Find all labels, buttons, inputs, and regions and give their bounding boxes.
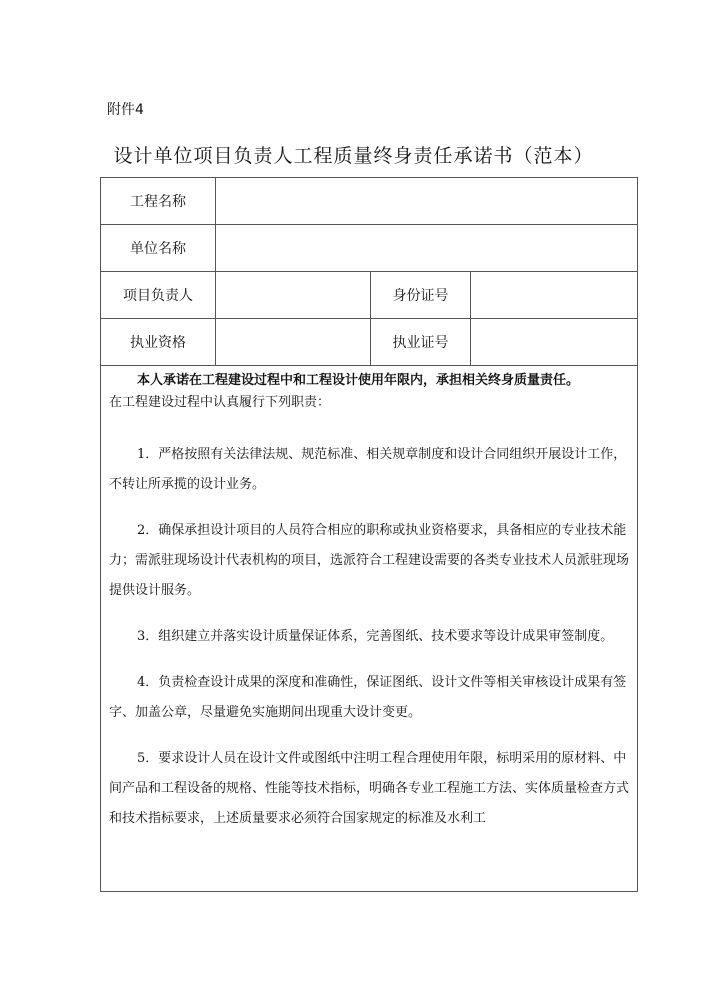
id-number-field[interactable]	[471, 272, 637, 318]
project-leader-row	[101, 272, 637, 319]
qualification-label: 执业资格	[101, 319, 216, 365]
commitment-body	[109, 370, 635, 850]
id-number-label: 身份证号	[371, 272, 471, 318]
duty-item-5: 5．要求设计人员在设计文件或图纸中注明工程合理使用年限，标明采用的原材料、中间产品和工程设备的规格、性能等技术指标，明确各专业工程施工方法、实体质量检查方式和技术指标要求，上述质量要求必须符合国家规定的标准及水利工	[109, 751, 630, 826]
duty-item-3: 3．组织建立并落实设计质量保证体系，完善图纸、技术要求等设计成果审签制度。	[137, 629, 614, 644]
commitment-form	[100, 177, 638, 892]
unit-name-field[interactable]	[216, 225, 637, 271]
project-leader-label: 项目负责人	[101, 272, 216, 318]
license-number-label: 执业证号	[371, 319, 471, 365]
duty-item-1: 1．严格按照有关法律法规、规范标准、相关规章制度和设计合同组织开展设计工作，不转让所承揽的设计业务。	[109, 447, 627, 492]
duties-intro: 在工程建设过程中认真履行下列职责：	[109, 395, 331, 410]
duty-item-2: 2．确保承担设计项目的人员符合相应的职称或执业资格要求，具备相应的专业技术能力；需派驻现场设计代表机构的项目，选派符合工程建设需要的各类专业技术人员派驻现场提供设计服务。	[109, 523, 630, 598]
qualification-row	[101, 319, 637, 366]
document-title: 设计单位项目负责人工程质量终身责任承诺书（范本）	[113, 145, 594, 167]
license-number-field[interactable]	[471, 319, 637, 365]
project-name-field[interactable]	[216, 178, 637, 224]
commitment-statement: 本人承诺在工程建设过程中和工程设计使用年限内，承担相关终身质量责任。	[137, 373, 580, 388]
duty-item-4: 4．负责检查设计成果的深度和准确性，保证图纸、设计文件等相关审核设计成果有签字、加盖公章，尽量避免实施期间出现重大设计变更。	[109, 675, 627, 720]
qualification-field[interactable]	[216, 319, 371, 365]
project-leader-field[interactable]	[216, 272, 371, 318]
unit-name-label: 单位名称	[101, 225, 216, 271]
unit-name-row	[101, 225, 637, 272]
attachment-label: 附件4	[107, 102, 144, 118]
project-name-row	[101, 178, 637, 225]
project-name-label: 工程名称	[101, 178, 216, 224]
